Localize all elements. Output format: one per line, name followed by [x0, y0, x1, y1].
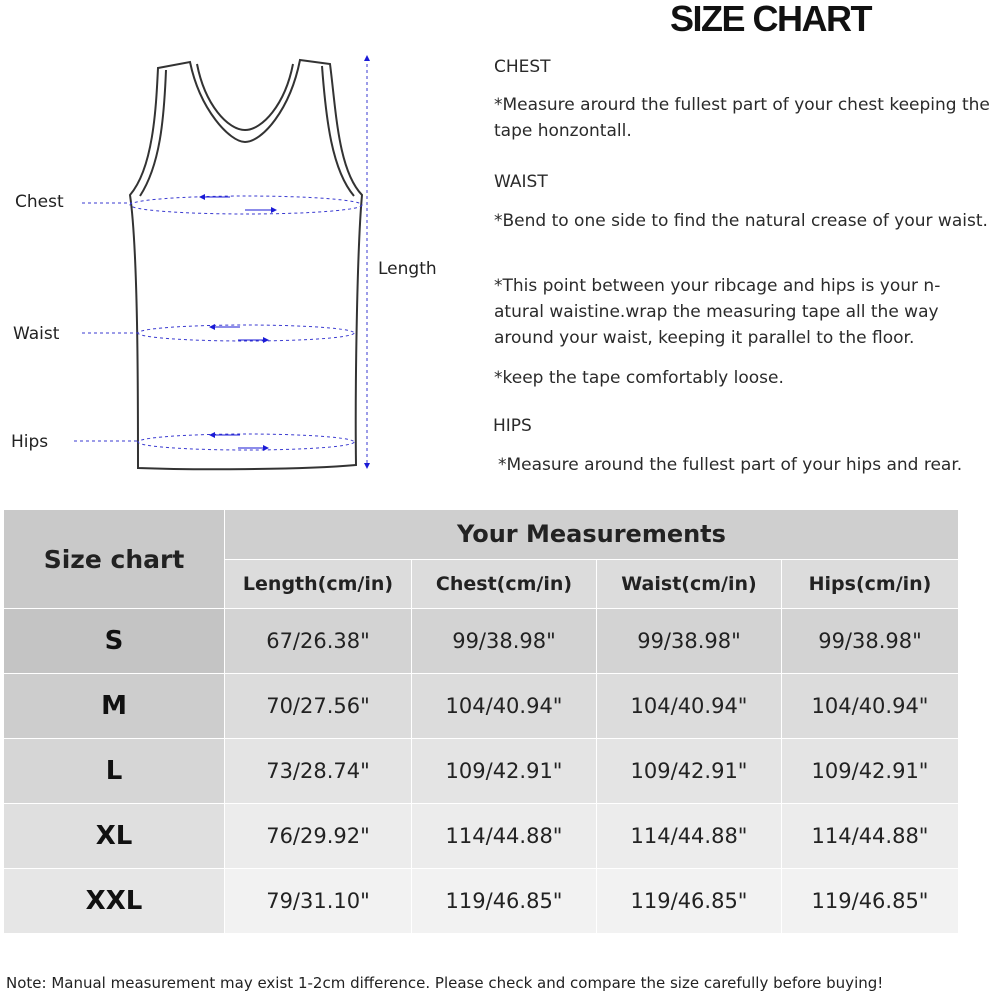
size-chart-title — [0, 0, 993, 44]
length-cell: 73/28.74" — [225, 739, 412, 804]
waist-cell: 99/38.98" — [597, 609, 782, 674]
waist-cell: 119/46.85" — [597, 869, 782, 934]
waist-heading: WAIST — [494, 172, 548, 192]
size-label-cell: M — [4, 674, 225, 739]
chest-cell: 99/38.98" — [412, 609, 597, 674]
table-row — [4, 869, 959, 934]
measurements-group-header: Your Measurements — [225, 510, 959, 560]
size-table-body — [4, 609, 959, 934]
waist-label: Waist — [13, 324, 60, 344]
hips-cell: 119/46.85" — [782, 869, 959, 934]
footnote: Note: Manual measurement may exist 1-2cm difference. Please check and compare the size carefully before buying! — [6, 974, 884, 992]
column-header-length: Length(cm/in) — [225, 559, 412, 609]
table-row — [4, 674, 959, 739]
table-row — [4, 804, 959, 869]
size-table — [3, 509, 959, 934]
chest-label: Chest — [15, 192, 64, 212]
chest-heading: CHEST — [494, 57, 551, 77]
garment-diagram — [0, 50, 480, 480]
length-cell: 70/27.56" — [225, 674, 412, 739]
length-cell: 76/29.92" — [225, 804, 412, 869]
waist-instruction-1: *Bend to one side to find the natural crease of your waist. — [494, 211, 988, 231]
hips-cell: 109/42.91" — [782, 739, 959, 804]
hips-heading: HIPS — [493, 416, 532, 436]
chest-cell: 114/44.88" — [412, 804, 597, 869]
chest-instruction: *Measure arourd the fullest part of your chest keeping the tape honzontall. — [494, 95, 990, 141]
table-row — [4, 739, 959, 804]
column-header-hips: Hips(cm/in) — [782, 559, 959, 609]
chest-cell: 119/46.85" — [412, 869, 597, 934]
column-header-waist: Waist(cm/in) — [597, 559, 782, 609]
table-row — [4, 609, 959, 674]
hips-label: Hips — [11, 432, 49, 452]
waist-instruction-3: *keep the tape comfortably loose. — [494, 368, 784, 388]
waist-instruction-2: *This point between your ribcage and hips is your n-atural waistine.wrap the measuring tape all the way around your waist, keeping it parallel to the floor. — [494, 276, 941, 348]
length-label: Length — [378, 259, 437, 279]
hips-cell: 104/40.94" — [782, 674, 959, 739]
size-label-cell: S — [4, 609, 225, 674]
title-text: SIZE CHART — [670, 0, 871, 39]
hips-instruction: *Measure around the fullest part of your hips and rear. — [498, 455, 963, 475]
waist-cell: 114/44.88" — [597, 804, 782, 869]
chest-cell: 109/42.91" — [412, 739, 597, 804]
hips-cell: 114/44.88" — [782, 804, 959, 869]
size-chart-corner: Size chart — [4, 510, 225, 609]
waist-cell: 104/40.94" — [597, 674, 782, 739]
chest-cell: 104/40.94" — [412, 674, 597, 739]
size-label-cell: XXL — [4, 869, 225, 934]
size-label-cell: L — [4, 739, 225, 804]
hips-cell: 99/38.98" — [782, 609, 959, 674]
length-cell: 67/26.38" — [225, 609, 412, 674]
size-label-cell: XL — [4, 804, 225, 869]
waist-cell: 109/42.91" — [597, 739, 782, 804]
column-header-chest: Chest(cm/in) — [412, 559, 597, 609]
length-cell: 79/31.10" — [225, 869, 412, 934]
